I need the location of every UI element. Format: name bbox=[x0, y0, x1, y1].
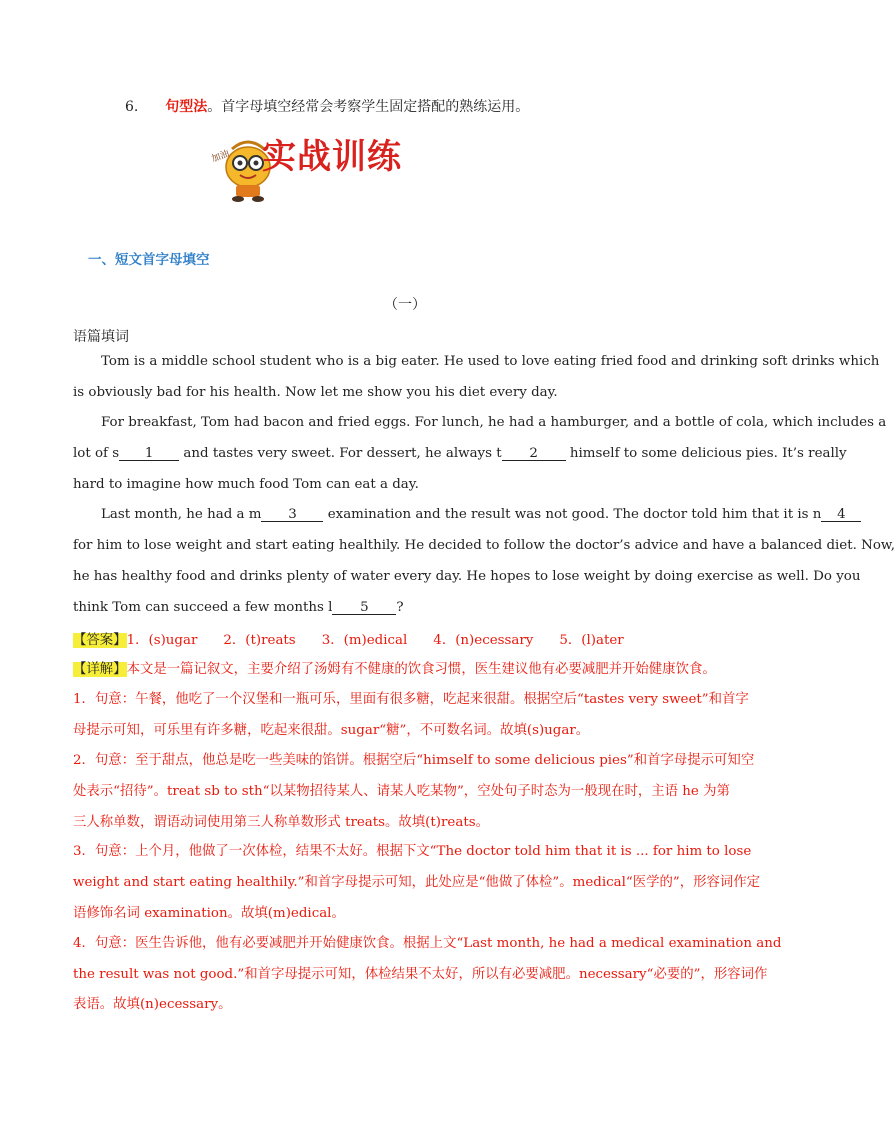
passage-text: lot of s bbox=[73, 446, 120, 461]
blank-2: 2 bbox=[502, 447, 566, 461]
tip-line bbox=[125, 96, 529, 116]
answer-item: 1．(s)ugar bbox=[126, 633, 198, 648]
answer-line bbox=[73, 629, 727, 648]
passage-text: Last month, he had a m bbox=[101, 507, 262, 522]
detail-intro: 本文是一篇记叙文，主要介绍了汤姆有不健康的饮食习惯，医生建议他有必要减肥并开始健康饮食。 bbox=[126, 662, 716, 677]
answer-item: 4．(n)ecessary bbox=[433, 633, 534, 648]
detail-line: the result was not good.”和首字母提示可知，体检结果不太好，所以有必要减肥。necessary“必要的”，形容词作 bbox=[73, 967, 768, 982]
passage-line: Tom is a middle school student who is a big eater. He used to love eating fried food and drinking soft drinks which bbox=[101, 354, 880, 369]
detail-line: 语修饰名词 examination。故填(m)edical。 bbox=[73, 906, 345, 921]
answer-item: 3．(m)edical bbox=[321, 633, 408, 648]
detail-line: 3．句意：上个月，他做了一次体检，结果不太好。根据下文“The doctor told him that it is ... for him to lose bbox=[73, 844, 752, 859]
blank-5: 5 bbox=[332, 601, 396, 615]
detail-line: 1．句意：午餐，他吃了一个汉堡和一瓶可乐，里面有很多糖，吃起来很甜。根据空后“tastes very sweet”和首字 bbox=[73, 692, 749, 707]
detail-line: 4．句意：医生告诉他，他有必要减肥并开始健康饮食。根据上文“Last month, he had a medical examination and bbox=[73, 936, 782, 951]
detail-intro-line bbox=[73, 658, 727, 677]
tip-text: 。首字母填空经常会考察学生固定搭配的熟练运用。 bbox=[207, 99, 530, 115]
passage-line: hard to imagine how much food Tom can eat a day. bbox=[73, 477, 419, 492]
passage-line: is obviously bad for his health. Now let me show you his diet every day. bbox=[73, 385, 558, 400]
passage-line: he has healthy food and drinks plenty of water every day. He hopes to lose weight by doing exercise as well. Do you bbox=[73, 569, 861, 584]
passage-text: himself to some delicious pies. It’s really bbox=[565, 446, 847, 461]
detail-line: 三人称单数，谓语动词使用第三人称单数形式 treats。故填(t)reats。 bbox=[73, 815, 489, 830]
detail-line: 母提示可知，可乐里有许多糖，吃起来很甜。sugar“糖”，不可数名词。故填(s)ugar。 bbox=[73, 723, 590, 738]
answer-item: 2．(t)reats bbox=[223, 633, 296, 648]
section-heading: 一、短文首字母填空 bbox=[88, 252, 210, 268]
mascot-text: 加油 bbox=[210, 149, 231, 165]
blank-3: 3 bbox=[261, 508, 323, 522]
banner-title: 实战训练 bbox=[262, 137, 402, 177]
passage-line bbox=[73, 600, 727, 615]
blank-4: 4 bbox=[821, 508, 861, 522]
practice-banner bbox=[210, 125, 410, 205]
detail-label: 【详解】 bbox=[73, 662, 127, 677]
tip-title: 句型法 bbox=[165, 99, 208, 115]
section-subheading: （一） bbox=[384, 297, 426, 313]
passage-text: think Tom can succeed a few months l bbox=[73, 600, 333, 615]
tip-number: 6. bbox=[125, 99, 139, 115]
blank-1: 1 bbox=[119, 447, 179, 461]
detail-line: 2．句意：至于甜点，他总是吃一些美味的馅饼。根据空后“himself to some delicious pies”和首字母提示可知空 bbox=[73, 753, 755, 768]
passage-line bbox=[101, 507, 846, 522]
detail-line: weight and start eating healthily.”和首字母提示可知，此处应是“他做了体检”。medical“医学的”，形容词作定 bbox=[73, 875, 761, 890]
passage-text: examination and the result was not good. The doctor told him that it is n bbox=[323, 507, 822, 522]
answer-item: 5．(l)ater bbox=[559, 633, 624, 648]
passage-line bbox=[73, 446, 847, 461]
detail-line: 处表示“招待”。treat sb to sth“以某物招待某人、请某人吃某物”，空处句子时态为一般现在时，主语 he 为第 bbox=[73, 784, 730, 799]
passage-line: For breakfast, Tom had bacon and fried eggs. For lunch, he had a hamburger, and a bottle of cola, which includes a bbox=[101, 415, 887, 430]
detail-line: 表语。故填(n)ecessary。 bbox=[73, 997, 232, 1012]
passage-text: ? bbox=[396, 600, 404, 615]
passage-text: and tastes very sweet. For dessert, he always t bbox=[179, 446, 502, 461]
answer-label: 【答案】 bbox=[73, 633, 127, 648]
passage-line: for him to lose weight and start eating healthily. He decided to follow the doctor’s advice and have a balanced diet. Now, bbox=[73, 538, 895, 553]
section-label: 语篇填词 bbox=[73, 329, 129, 345]
